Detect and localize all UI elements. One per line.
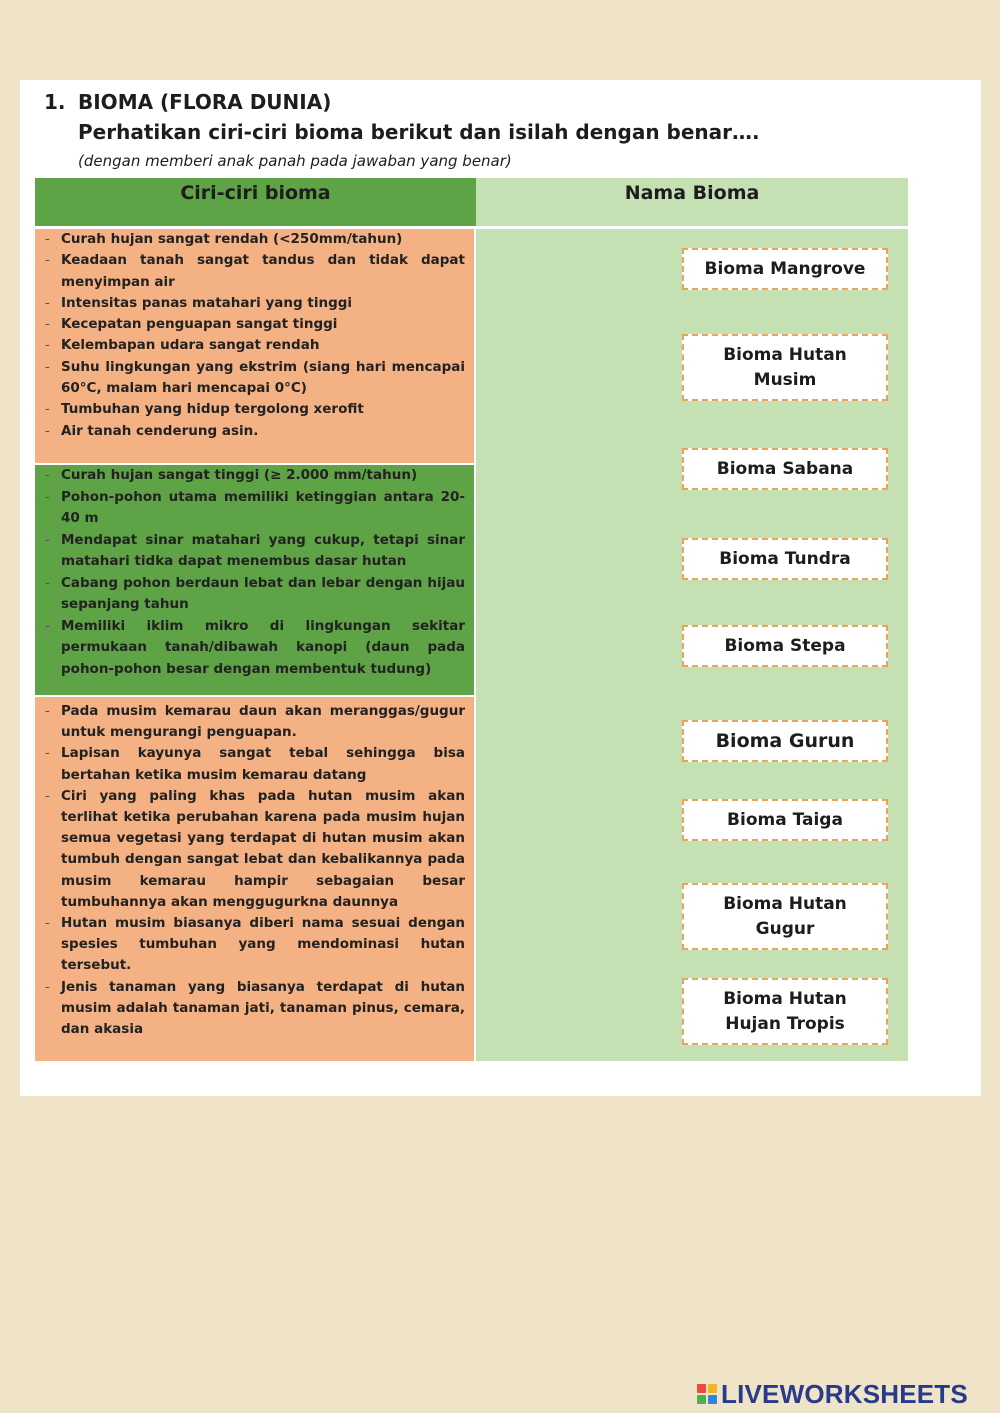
list-item: - Cabang pohon berdaun lebat dan lebar dengan hijau sepanjang tahun xyxy=(61,573,465,616)
list-item: - Keadaan tanah sangat tandus dan tidak dapat menyimpan air xyxy=(61,250,465,293)
list-item: - Curah hujan sangat rendah (<250mm/tahun) xyxy=(61,229,465,250)
list-item: - Lapisan kayunya sangat tebal sehingga bisa bertahan ketika musim kemarau datang xyxy=(61,743,465,785)
list-item: - Tumbuhan yang hidup tergolong xerofit xyxy=(61,399,465,420)
list-item: - Kecepatan penguapan sangat tinggi xyxy=(61,314,465,335)
answer-option-sabana[interactable]: Bioma Sabana xyxy=(682,448,888,490)
list-item: - Suhu lingkungan yang ekstrim (siang hari mencapai 60°C, malam hari mencapai 0°C) xyxy=(61,357,465,400)
list-item: - Kelembapan udara sangat rendah xyxy=(61,335,465,356)
answer-option-hutan-musim[interactable]: Bioma Hutan Musim xyxy=(682,334,888,401)
question-note: (dengan memberi anak panah pada jawaban yang benar) xyxy=(78,152,512,170)
worksheet xyxy=(20,80,981,1096)
logo-text: LIVEWORKSHEETS xyxy=(721,1378,968,1409)
list-item: - Intensitas panas matahari yang tinggi xyxy=(61,293,465,314)
description-block-3 xyxy=(35,697,474,1061)
list-item: - Jenis tanaman yang biasanya terdapat di hutan musim adalah tanaman jati, tanaman pinus, cemara, dan akasia xyxy=(61,977,465,1041)
header-nama-bioma: Nama Bioma xyxy=(476,178,908,226)
list-item: - Curah hujan sangat tinggi (≥ 2.000 mm/tahun) xyxy=(61,465,465,487)
question-instruction: Perhatikan ciri-ciri bioma berikut dan isilah dengan benar…. xyxy=(78,120,760,144)
list-item: - Pohon-pohon utama memiliki ketinggian antara 20-40 m xyxy=(61,487,465,530)
logo-grid-icon xyxy=(697,1384,717,1404)
list-item: - Mendapat sinar matahari yang cukup, tetapi sinar matahari tidka dapat menembus dasar hutan xyxy=(61,530,465,573)
liveworksheets-logo[interactable] xyxy=(697,1378,968,1410)
answer-option-mangrove[interactable]: Bioma Mangrove xyxy=(682,248,888,290)
question-title: BIOMA (FLORA DUNIA) xyxy=(78,90,332,114)
header-ciri-ciri: Ciri-ciri bioma xyxy=(35,178,476,226)
list-item: - Ciri yang paling khas pada hutan musim akan terlihat ketika perubahan karena pada musim hujan semua vegetasi yang terdapat di hutan musim akan tumbuh dengan sangat lebat dan kebalikannya pada musim kemarau hampir sebagaian besar tumbuhannya akan menggugurkna daunnya xyxy=(61,786,465,913)
answer-option-hutan-hujan-tropis[interactable]: Bioma Hutan Hujan Tropis xyxy=(682,978,888,1045)
list-item: - Pada musim kemarau daun akan meranggas/gugur untuk mengurangi penguapan. xyxy=(61,701,465,743)
answer-option-tundra[interactable]: Bioma Tundra xyxy=(682,538,888,580)
answer-option-hutan-gugur[interactable]: Bioma Hutan Gugur xyxy=(682,883,888,950)
description-block-1 xyxy=(35,229,474,463)
list-item: - Air tanah cenderung asin. xyxy=(61,421,465,442)
answer-option-gurun[interactable]: Bioma Gurun xyxy=(682,720,888,762)
description-block-2 xyxy=(35,465,474,695)
list-item: - Hutan musim biasanya diberi nama sesuai dengan spesies tumbuhan yang mendominasi hutan tersebut. xyxy=(61,913,465,977)
list-item: - Memiliki iklim mikro di lingkungan sekitar permukaan tanah/dibawah kanopi (daun pada pohon-pohon besar dengan membentuk tudung) xyxy=(61,616,465,681)
answer-option-taiga[interactable]: Bioma Taiga xyxy=(682,799,888,841)
question-number: 1. xyxy=(44,90,66,114)
answer-option-stepa[interactable]: Bioma Stepa xyxy=(682,625,888,667)
